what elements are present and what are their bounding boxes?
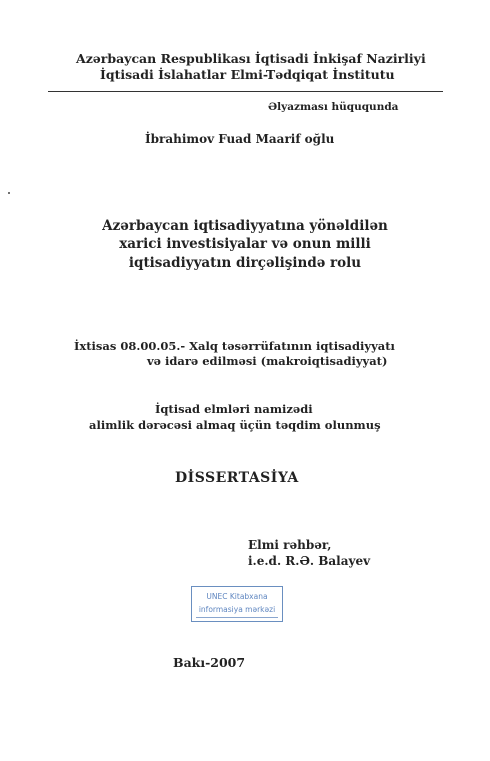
title-line: iqtisadiyyatın dirçəlişində rolu: [128, 255, 362, 271]
title-line: Azərbaycan iqtisadiyyatına yönəldilən: [102, 218, 388, 234]
supervisor-label: Elmi rəhbər,: [248, 538, 332, 552]
place-year: Bakı-2007: [173, 655, 246, 670]
specialty-line: İxtisas 08.00.05.- Xalq təsərrüfatının iqtisadiyyatı: [74, 339, 395, 353]
library-stamp: [191, 586, 283, 622]
ministry-header: Azərbaycan Respublikası İqtisadi İnkişaf Nazirliyi: [76, 51, 426, 66]
title-line: xarici investisiyalar və onun milli: [119, 236, 371, 252]
rights-note: Əlyazması hüququnda: [268, 101, 399, 113]
document-type: DİSSERTASİYA: [175, 470, 299, 486]
specialty-line: və idarə edilməsi (makroiqtisadiyyat): [147, 354, 388, 368]
stamp-line-1: UNEC Kitabxana: [206, 592, 268, 601]
supervisor-name: i.e.d. R.Ə. Balayev: [248, 554, 371, 568]
institute-header: İqtisadi İslahatlar Elmi-Tədqiqat İnstitutu: [100, 67, 395, 82]
degree-line: İqtisad elmləri namizədi: [155, 402, 313, 416]
stamp-underline: [196, 617, 278, 618]
author-name: İbrahimov Fuad Maarif oğlu: [145, 132, 335, 146]
header-divider: [48, 91, 443, 92]
scan-dot: [8, 192, 10, 194]
stamp-line-2: informasiya mərkəzi: [198, 605, 276, 614]
degree-line: alimlik dərəcəsi almaq üçün təqdim olunmuş: [89, 418, 381, 432]
